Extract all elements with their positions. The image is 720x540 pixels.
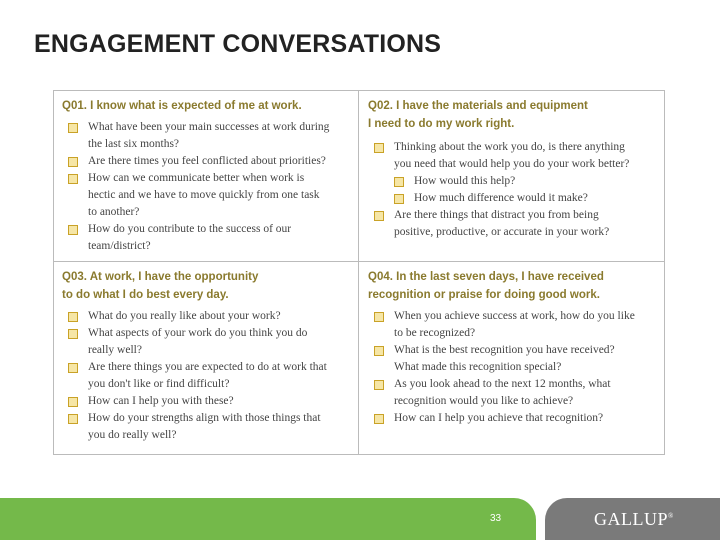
list-item — [62, 393, 352, 410]
item-line: How do your strengths align with those things that — [88, 412, 321, 424]
question-heading — [368, 97, 658, 133]
checkbox-bullet-icon — [68, 123, 78, 133]
list-item — [62, 410, 352, 444]
question-heading-line: Q04. In the last seven days, I have received — [368, 271, 604, 283]
registered-mark: ® — [668, 512, 674, 520]
item-line: What have been your main successes at work during — [88, 121, 330, 133]
question-heading — [368, 268, 658, 304]
question-items — [62, 308, 352, 444]
question-heading-line: I need to do my work right. — [368, 118, 515, 130]
item-line: Thinking about the work you do, is there anything — [394, 141, 625, 153]
list-item-sub — [368, 190, 658, 207]
item-line: What do you really like about your work? — [88, 310, 281, 322]
item-line: to be recognized? — [394, 327, 476, 339]
list-item-sub — [368, 173, 658, 190]
item-line: As you look ahead to the next 12 months, what — [394, 378, 611, 390]
grid-divider-horizontal — [54, 261, 665, 262]
question-cell-q03 — [62, 268, 352, 444]
checkbox-bullet-icon — [374, 380, 384, 390]
question-heading-line: recognition or praise for doing good work. — [368, 289, 600, 301]
checkbox-bullet-icon — [374, 143, 384, 153]
checkbox-bullet-icon — [68, 414, 78, 424]
item-line: What aspects of your work do you think you do — [88, 327, 308, 339]
item-line: you do really well? — [88, 429, 177, 441]
question-heading-line: Q02. I have the materials and equipment — [368, 100, 588, 112]
grid-divider-vertical — [358, 91, 359, 454]
item-line: to another? — [88, 206, 140, 218]
list-item — [368, 376, 658, 410]
checkbox-bullet-icon — [68, 329, 78, 339]
slide-title: ENGAGEMENT CONVERSATIONS — [34, 30, 442, 58]
item-line: Are there times you feel conflicted about priorities? — [88, 155, 326, 167]
checkbox-bullet-icon — [394, 194, 404, 204]
item-line: you need that would help you do your work better? — [394, 158, 630, 170]
questions-grid — [53, 90, 665, 455]
question-heading-line: Q01. I know what is expected of me at work. — [62, 100, 302, 112]
list-item — [62, 308, 352, 325]
item-line: team/district? — [88, 240, 151, 252]
list-item — [368, 139, 658, 173]
checkbox-bullet-icon — [68, 174, 78, 184]
list-item — [62, 325, 352, 359]
question-cell-q02 — [368, 97, 658, 241]
item-line: What made this recognition special? — [394, 361, 562, 373]
item-line: How can I help you achieve that recognition? — [394, 412, 604, 424]
question-heading — [62, 97, 352, 115]
checkbox-bullet-icon — [68, 225, 78, 235]
item-line: really well? — [88, 344, 142, 356]
question-cell-q01 — [62, 97, 352, 255]
list-item — [368, 410, 658, 427]
item-line: Are there things you are expected to do at work that — [88, 361, 327, 373]
question-items — [368, 308, 658, 427]
question-items — [62, 119, 352, 255]
footer-green-band — [0, 498, 536, 540]
item-line: What is the best recognition you have received? — [394, 344, 615, 356]
checkbox-bullet-icon — [374, 211, 384, 221]
question-items — [368, 139, 658, 241]
list-item — [368, 308, 658, 342]
question-heading — [62, 268, 352, 304]
list-item — [368, 342, 658, 376]
item-line: How do you contribute to the success of our — [88, 223, 292, 235]
checkbox-bullet-icon — [68, 363, 78, 373]
item-line: positive, productive, or accurate in your work? — [394, 226, 610, 238]
question-cell-q04 — [368, 268, 658, 427]
list-item — [62, 359, 352, 393]
grid-border-right — [664, 91, 665, 454]
logo-text: GALLUP — [594, 509, 668, 529]
checkbox-bullet-icon — [68, 157, 78, 167]
item-line: How can we communicate better when work is — [88, 172, 305, 184]
question-heading-line: to do what I do best every day. — [62, 289, 229, 301]
item-line: you don't like or find difficult? — [88, 378, 230, 390]
gallup-logo — [594, 509, 674, 530]
item-line: recognition would you like to achieve? — [394, 395, 574, 407]
list-item — [62, 221, 352, 255]
list-item — [62, 119, 352, 153]
list-item — [368, 207, 658, 241]
checkbox-bullet-icon — [374, 414, 384, 424]
item-line: How would this help? — [414, 175, 516, 187]
checkbox-bullet-icon — [374, 346, 384, 356]
item-line: When you achieve success at work, how do you like — [394, 310, 635, 322]
checkbox-bullet-icon — [68, 312, 78, 322]
list-item — [62, 170, 352, 221]
item-line: hectic and we have to move quickly from one task — [88, 189, 320, 201]
checkbox-bullet-icon — [374, 312, 384, 322]
item-line: the last six months? — [88, 138, 180, 150]
question-heading-line: Q03. At work, I have the opportunity — [62, 271, 259, 283]
item-line: How much difference would it make? — [414, 192, 588, 204]
item-line: How can I help you with these? — [88, 395, 234, 407]
checkbox-bullet-icon — [68, 397, 78, 407]
page-number: 33 — [490, 513, 502, 524]
checkbox-bullet-icon — [394, 177, 404, 187]
list-item — [62, 153, 352, 170]
item-line: Are there things that distract you from being — [394, 209, 599, 221]
